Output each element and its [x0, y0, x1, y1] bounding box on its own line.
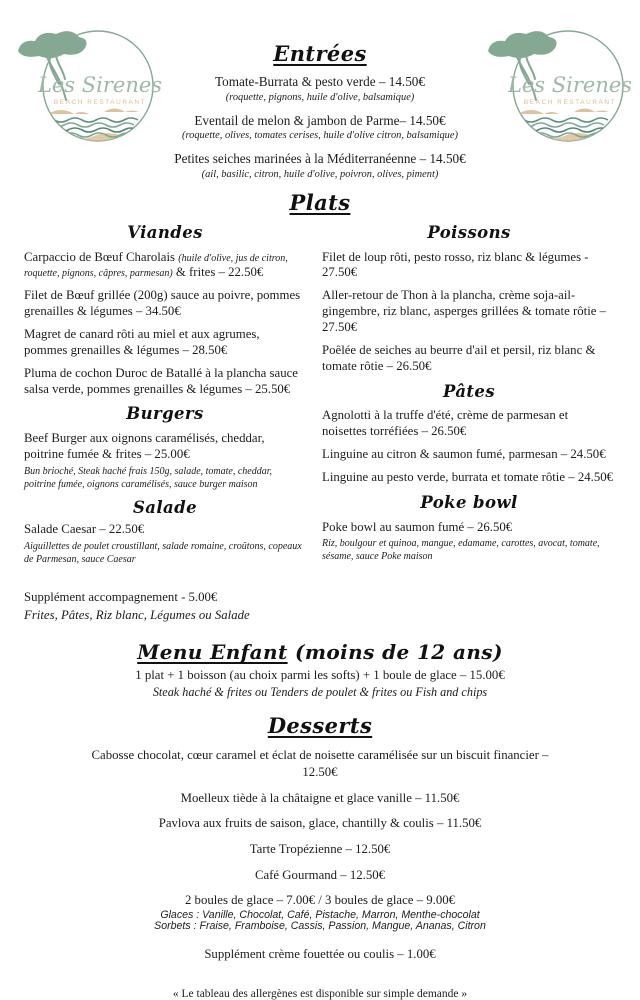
- menu-enfant-formula: 1 plat + 1 boisson (au choix parmi les softs) + 1 boule de glace – 15.00€: [135, 668, 505, 683]
- menu-enfant-heading-suffix: (moins de 12 ans): [287, 640, 503, 665]
- menu-item: Supplément crème fouettée ou coulis – 1.00€: [204, 946, 436, 961]
- menu-item: Poêlée de seiches au beurre d'ail et persil, riz blanc & tomate rôtie – 26.50€: [322, 342, 596, 373]
- viandes-heading: Viandes: [127, 222, 203, 242]
- brand-logo-svg: [482, 24, 634, 148]
- menu-item: Pavlova aux fruits de saison, glace, chantilly & coulis – 11.50€: [158, 816, 482, 831]
- menu-item: Moelleux tiède à la châtaigne et glace vanille – 11.50€: [180, 790, 460, 805]
- logo-brand-text: Les Sirenes: [37, 73, 163, 97]
- menu-item: [0, 151, 640, 181]
- section-desserts: [0, 714, 640, 961]
- sand-dune-icon: [518, 109, 609, 115]
- menu-item-description: (roquette, pignons, huile d'olive, balsamique): [225, 91, 415, 103]
- menu-item: Agnolotti à la truffe d'été, crème de parmesan et noisettes torréfiées – 26.50€: [322, 408, 569, 439]
- menu-item: Aller-retour de Thon à la plancha, crème soja-ail-gingembre, riz blanc, asperges grillées & tomate rôtie – 27.50€: [322, 288, 607, 335]
- menu-item-description: Aiguillettes de poulet croustillant, salade romaine, croûtons, copeaux de Parmesan, sauce Caesar: [24, 540, 302, 565]
- menu-item: Pluma de cochon Duroc de Batallé à la plancha sauce salsa verde, pommes grenailles & légumes – 25.50€: [24, 365, 298, 396]
- plats-column-left: [24, 217, 306, 632]
- logo-subtitle-text: BEACH RESTAURANT: [53, 99, 147, 106]
- waves-icon: [502, 118, 620, 150]
- salade-heading: Salade: [132, 497, 197, 517]
- logo-brand-text: Les Sirenes: [507, 73, 633, 97]
- menu-item: Filet de loup rôti, pesto rosso, riz blanc & légumes - 27.50€: [322, 249, 589, 280]
- menu-item-description: (ail, basilic, citron, huile d'olive, poivron, olives, piment): [201, 168, 439, 180]
- menu-item-description: Bun brioché, Steak haché frais 150g, salade, tomate, cheddar, poitrine fumée, oignons caramélisés, sauce burger maison: [24, 465, 273, 490]
- poissons-heading: Poissons: [427, 222, 511, 242]
- sorbets-flavors: Sorbets : Fraise, Framboise, Cassis, Passion, Mangue, Ananas, Citron: [154, 920, 486, 933]
- allergen-notice: « Le tableau des allergènes est disponible sur simple demande »: [172, 987, 468, 1000]
- poke-bowl-heading: Poke bowl: [420, 492, 518, 512]
- menu-enfant-choices: Steak haché & frites ou Tenders de poulet & frites ou Fish and chips: [152, 685, 488, 700]
- burgers-heading: Burgers: [126, 404, 204, 424]
- plats-heading: Plats: [289, 189, 351, 215]
- section-menu-enfant: [0, 641, 640, 700]
- sand-dune-icon: [48, 109, 139, 115]
- menu-item: Magret de canard rôti au miel et aux agrumes, pommes grenailles & légumes – 28.50€: [24, 327, 260, 357]
- glaces-flavors: Glaces : Vanille, Chocolat, Café, Pistache, Marron, Menthe-chocolat: [160, 908, 480, 921]
- brand-logo: [482, 24, 634, 148]
- menu-item: [24, 250, 306, 282]
- menu-item: Salade Caesar – 22.50€: [24, 521, 145, 536]
- menu-item: Cabosse chocolat, cœur caramel et éclat de noisette caramélisée sur un biscuit financier – 12.50€: [91, 748, 549, 780]
- menu-item-title: & frites – 22.50€: [172, 265, 264, 280]
- menu-item: Supplément accompagnement - 5.00€: [24, 589, 218, 604]
- menu-item: Tarte Tropézienne – 12.50€: [249, 841, 391, 856]
- desserts-heading: Desserts: [267, 713, 373, 739]
- menu-item: Café Gourmand – 12.50€: [254, 867, 386, 882]
- menu-item: 2 boules de glace – 7.00€ / 3 boules de glace – 9.00€: [184, 893, 456, 908]
- menu-item: Linguine au pesto verde, burrata et tomate rôtie – 24.50€: [322, 469, 614, 484]
- menu-item-description: Frites, Pâtes, Riz blanc, Légumes ou Salade: [24, 608, 250, 623]
- entrees-heading: Entrées: [273, 41, 367, 66]
- menu-item: Filet de Bœuf grillée (200g) sauce au poivre, pommes grenailles & légumes – 34.50€: [24, 288, 301, 319]
- plats-columns: [0, 215, 640, 632]
- menu-item-description: (huile d'olive, jus de citron, roquette, pignons, câpres, parmesan): [24, 252, 288, 280]
- plats-heading-wrap: [0, 191, 640, 215]
- menu-item: Linguine au citron & saumon fumé, parmesan – 24.50€: [322, 447, 606, 462]
- menu-item: Poke bowl au saumon fumé – 26.50€: [322, 519, 513, 534]
- menu-enfant-heading: Menu Enfant: [137, 640, 288, 665]
- plats-column-right: [322, 217, 616, 632]
- menu-item-description: Riz, boulgour et quinoa, mangue, edamame, carottes, avocat, tomate, sésame, sauce Poke maison: [322, 538, 600, 563]
- menu-item-title: Petites seiches marinées à la Méditerranéenne – 14.50€: [174, 151, 466, 167]
- brand-logo-svg: [12, 24, 164, 148]
- menu-item-title: Eventail de melon & jambon de Parme– 14.50€: [194, 112, 446, 128]
- waves-icon: [32, 118, 150, 150]
- brand-logo: [12, 24, 164, 148]
- logo-subtitle-text: BEACH RESTAURANT: [523, 99, 617, 106]
- menu-item-description: (roquette, olives, tomates cerises, huile d'olive citron, balsamique): [182, 130, 458, 142]
- menu-item: Beef Burger aux oignons caramélisés, cheddar, poitrine fumée & frites – 25.00€: [24, 431, 265, 462]
- menu-item-title: Carpaccio de Bœuf Charolais: [24, 249, 179, 264]
- menu-item-title: Tomate-Burrata & pesto verde – 14.50€: [214, 74, 425, 90]
- pates-heading: Pâtes: [442, 381, 496, 401]
